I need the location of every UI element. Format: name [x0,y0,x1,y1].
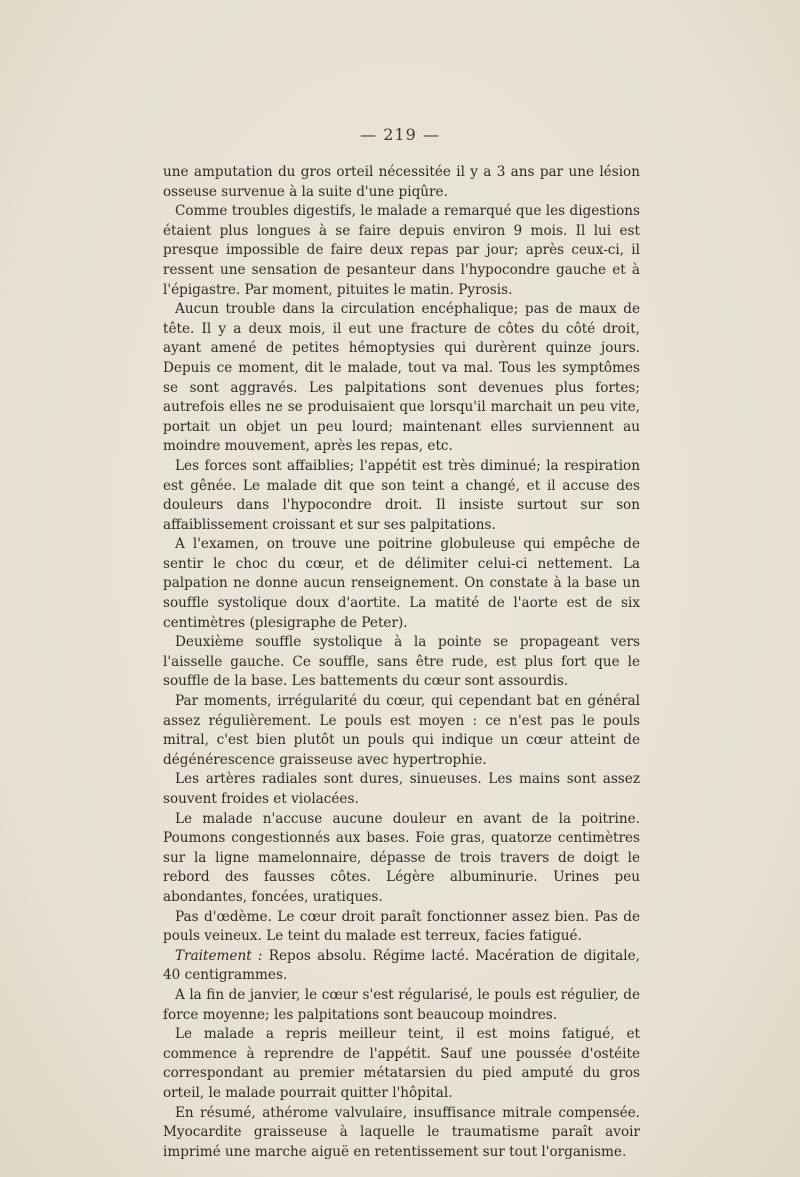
paragraph-lungs-liver: Le malade n'accuse aucune douleur en avant de la poitrine. Poumons congestionnés aux bases. Foie gras, quatorze centimètres sur la ligne mamelonnaire, dépasse de trois travers de doigt le rebord des fausses côtes. Légère albuminurie. Urines peu abondantes, foncées, uratiques. [163,810,640,905]
paragraph-strength: Les forces sont affaiblies; l'appétit est très diminué; la respiration est gênée. Le malade dit que son teint a changé, et il accuse des douleurs dans l'hypocondre droit. Il insiste surtout sur son affaiblissement croissant et sur ses palpitations. [163,457,640,533]
paragraph-circulation: Aucun trouble dans la circulation encéphalique; pas de maux de tête. Il y a deux mois, il eut une fracture de côtes du côté droit, ayant amené de petites hémoptysies qui durèrent quinze jours. Depuis ce moment, dit le malade, tout va mal. Tous les symptômes se sont aggravés. Les palpitations sont devenues plus fortes; autrefois elles ne se produisaient que lorsqu'il marchait un peu vite, portait un objet un peu lourd; maintenant elles surviennent au moindre mouvement, après les repas, etc. [163,301,640,455]
paragraph-summary: En résumé, athérome valvulaire, insuffisance mitrale compensée. Myocardite graisseuse à laquelle le traumatisme paraît avoir imprimé une marche aiguë en retentissement sur tout l'organisme. [163,1104,640,1160]
body-text [163,163,640,1162]
paragraph-digestive-troubles: Comme troubles digestifs, le malade a remarqué que les digestions étaient plus longues à se faire depuis environ 9 mois. Il lui est presque impossible de faire deux repas par jour; après ceux-ci, il ressent une sensation de pesanteur dans l'hypocondre gauche et à l'épigastre. Par moment, pituites le matin. Pyrosis. [163,203,640,298]
paragraph-arteries: Les artères radiales sont dures, sinueuses. Les mains sont assez souvent froides et violacées. [163,771,640,807]
paragraph-second-murmur: Deuxième souffle systolique à la pointe se propageant vers l'aisselle gauche. Ce souffle, sans être rude, est plus fort que le souffle de la base. Les battements du cœur sont assourdis. [163,634,640,690]
paragraph-oedema: Pas d'œdème. Le cœur droit paraît fonctionner assez bien. Pas de pouls veineux. Le teint du malade est terreux, facies fatigué. [163,908,640,945]
paragraph-treatment [163,947,640,986]
treatment-label: Traitement : [175,947,263,964]
paragraph-examination: A l'examen, on trouve une poitrine globuleuse qui empêche de sentir le choc du cœur, et de délimiter celui-ci nettement. La palpation ne donne aucun renseignement. On constate à la base un souffle systolique doux d'aortite. La matité de l'aorte est de six centimètres (plesigraphe de Peter). [163,536,640,631]
paragraph-pulse: Par moments, irrégularité du cœur, qui cependant bat en général assez régulièrement. Le pouls est moyen : ce n'est pas le pouls mitral, c'est bien plutôt un pouls qui indique un cœur atteint de dégénérescence graisseuse avec hypertrophie. [163,693,640,768]
paragraph-continuation: une amputation du gros orteil nécessitée il y a 3 ans par une lésion osseuse survenue à la suite d'une piqûre. [163,164,640,200]
paragraph-january: A la fin de janvier, le cœur s'est régularisé, le pouls est régulier, de force moyenne; les palpitations sont beaucoup moindres. [163,986,640,1023]
page-number: — 219 — [360,125,440,144]
paragraph-recovery: Le malade a repris meilleur teint, il est moins fatigué, et commence à reprendre de l'appétit. Sauf une poussée d'ostéite correspondant au premier métatarsien du pied amputé du gros orteil, le malade pourrait quitter l'hôpital. [163,1026,640,1101]
treatment-text: Repos absolu. Régime lacté. Macération de digitale, 40 centigrammes. [163,947,640,984]
